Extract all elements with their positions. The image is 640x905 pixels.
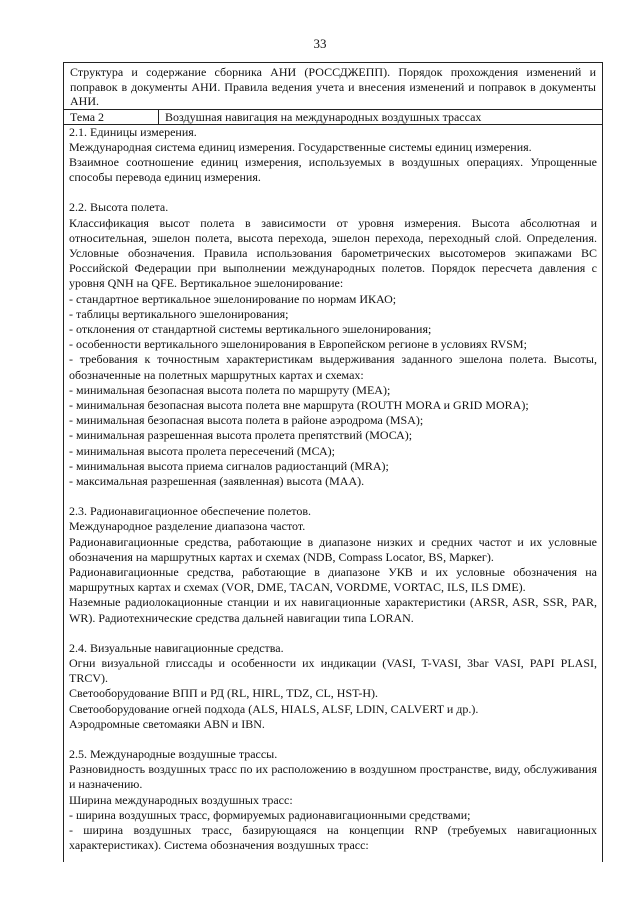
paragraph: Международная система единиц измерения. Государственные системы единиц измерения.	[69, 139, 532, 154]
list-item: - минимальная безопасная высота полета вне маршрута (ROUTH MORA и GRID MORA);	[69, 397, 529, 412]
topic-row	[64, 110, 602, 125]
section-heading: 2.3. Радионавигационное обеспечение полетов.	[69, 504, 311, 519]
list-item: - ширина воздушных трасс, базирующаяся на концепции RNP (требуемых навигационных характеристиках). Система обозначения воздушных трасс:	[69, 823, 597, 853]
list-item: - особенности вертикального эшелонирования в Европейском регионе в условиях RVSM;	[69, 337, 527, 352]
paragraph: Разновидность воздушных трасс по их расположению в воздушном пространстве, виду, обслуживания и назначению.	[69, 762, 597, 792]
list-item: - таблицы вертикального эшелонирования;	[69, 306, 289, 321]
list-item: - максимальная разрешенная (заявленная) высота (МАА).	[69, 473, 365, 488]
paragraph: Международное разделение диапазона частот.	[69, 519, 306, 534]
list-item: - ширина воздушных трасс, формируемых радионавигационными средствами;	[69, 807, 471, 822]
paragraph: Светооборудование огней подхода (ALS, HIALS, ALSF, LDIN, CALVERT и др.).	[69, 701, 479, 716]
list-item: - минимальная безопасная высота полета по маршруту (МЕА);	[69, 382, 391, 397]
topic-content	[64, 125, 602, 854]
paragraph: Аэродромные светомаяки ABN и IBN.	[69, 716, 265, 731]
section-heading: 2.2. Высота полета.	[69, 200, 169, 215]
syllabus-table	[63, 62, 603, 862]
paragraph: Радионавигационные средства, работающие в диапазоне низких и средних частот и их условные обозначения на маршрутных картах и схемах (NDB, Compass Locator, BS, Маркег).	[69, 534, 597, 564]
page-number: 33	[313, 36, 327, 51]
paragraph: Радионавигационные средства, работающие в диапазоне УКВ и их условные обозначения на маршрутных картах и схемах (VOR, DME, TACAN, VORDME, VORTAC, ILS, ILS DME).	[69, 564, 597, 595]
section-heading: 2.4. Визуальные навигационные средства.	[69, 640, 284, 655]
paragraph: Светооборудование ВПП и РД (RL, HIRL, TDZ, CL, HST-H).	[69, 686, 379, 701]
list-item: - отклонения от стандартной системы вертикального эшелонирования;	[69, 321, 432, 336]
section-heading: 2.5. Международные воздушные трассы.	[69, 747, 278, 762]
list-item: - минимальная высота пролета пересечений (МСА);	[69, 443, 336, 458]
list-item: - требования к точностным характеристикам выдерживания заданного эшелона полета. Высоты, обозначенные на полетных маршрутных картах и схемах:	[69, 352, 597, 382]
paragraph: Огни визуальной глиссады и особенности их индикации (VASI, T-VASI, 3bar VASI, PAPI PLASI, TRCV).	[69, 656, 597, 686]
list-item: - стандартное вертикальное эшелонирование по нормам ИКАО;	[69, 291, 397, 306]
paragraph: Классификация высот полета в зависимости от уровня измерения. Высота абсолютная и относительная, эшелон полета, высота перехода, эшелон перехода, переходный слой. Определения. Условные обозначения. Правила использования барометрических высотомеров экипажами ВС Российской Федерации при выполнении международных полетов. Порядок пересчета давления с уровня QNH на QFE. Вертикальное эшелонирование:	[69, 215, 597, 291]
topic-number: Тема 2	[64, 110, 159, 124]
paragraph: Взаимное соотношение единиц измерения, используемых в воздушных операциях. Упрощенные способы перевода единиц измерения.	[69, 154, 597, 185]
paragraph: Наземные радиолокационные станции и их навигационные характеристики (ARSR, ASR, SSR, PAR, WR). Радиотехнические средства дальней навигации типа LORAN.	[69, 595, 597, 625]
intro-row: Структура и содержание сборника АНИ (РОССДЖЕПП). Порядок прохождения изменений и поправок в документы АНИ. Правила ведения учета и внесения изменений и поправок в документы АНИ.	[64, 63, 602, 110]
list-item: - минимальная разрешенная высота пролета препятствий (МОСА);	[69, 428, 413, 443]
list-item: - минимальная высота приема сигналов радиостанций (MRA);	[69, 458, 389, 473]
list-item: - минимальная безопасная высота полета в районе аэродрома (MSA);	[69, 413, 424, 428]
section-heading: 2.1. Единицы измерения.	[69, 124, 197, 139]
paragraph: Ширина международных воздушных трасс:	[69, 792, 293, 807]
topic-title: Воздушная навигация на международных воздушных трассах	[165, 109, 482, 124]
